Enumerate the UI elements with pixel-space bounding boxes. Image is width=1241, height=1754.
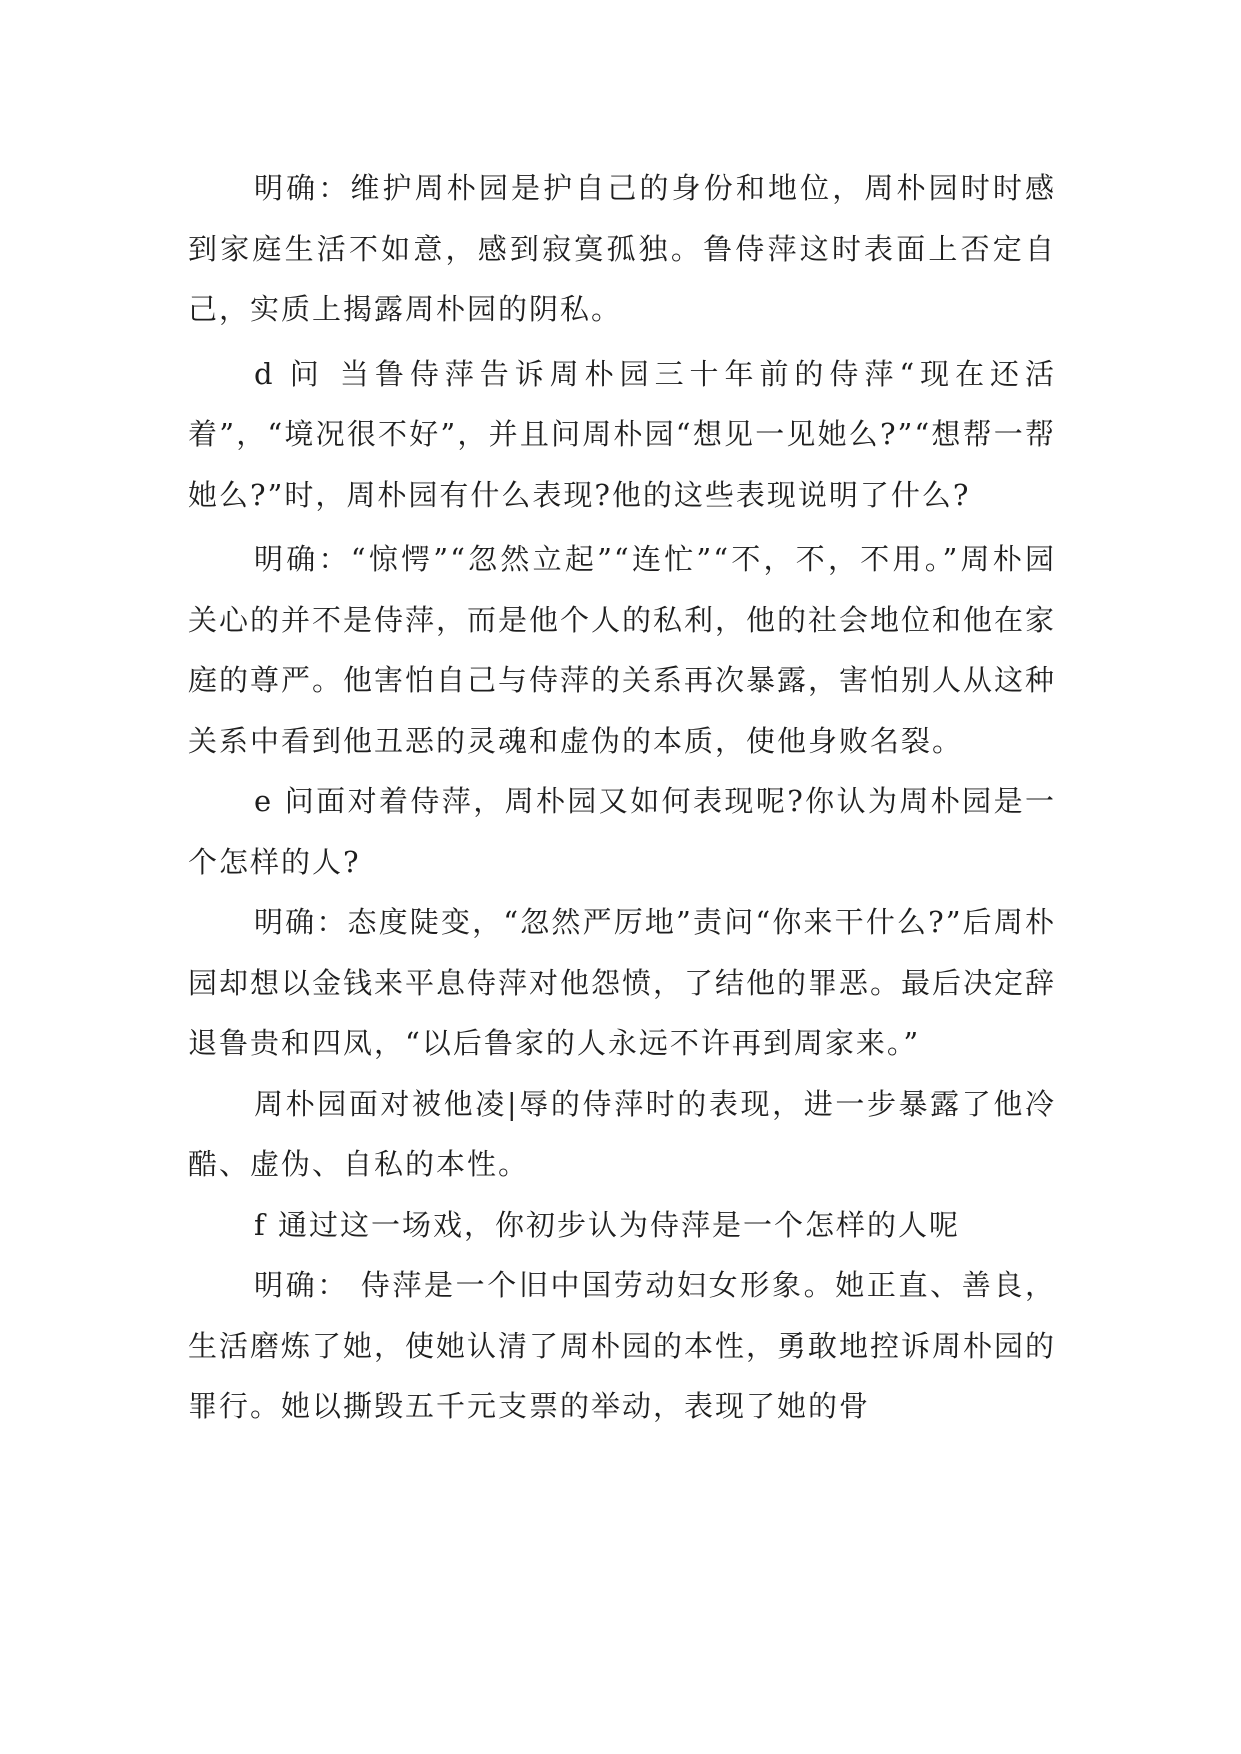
document-page	[188, 158, 1056, 1437]
paragraph-4: e 问面对着侍萍，周朴园又如何表现呢?你认为周朴园是一个怎样的人?	[188, 784, 1056, 879]
paragraph-8: 明确： 侍萍是一个旧中国劳动妇女形象。她正直、善良，生活磨炼了她，使她认清了周朴园的本性，勇敢地控诉周朴园的罪行。她以撕毁五千元支票的举动，表现了她的骨	[188, 1268, 1057, 1423]
paragraph-7: f 通过这一场戏，你初步认为侍萍是一个怎样的人呢	[254, 1207, 960, 1242]
paragraph-3: 明确：“惊愕”“忽然立起”“连忙”“不，不，不用。”周朴园关心的并不是侍萍，而是他个人的私利，他的社会地位和他在家庭的尊严。他害怕自己与侍萍的关系再次暴露，害怕别人从这种关系中看到他丑恶的灵魂和虚伪的本质，使他身败名裂。	[188, 542, 1057, 758]
paragraph-1: 明确：维护周朴园是护自己的身份和地位，周朴园时时感到家庭生活不如意，感到寂寞孤独。鲁侍萍这时表面上否定自己，实质上揭露周朴园的阴私。	[188, 171, 1056, 326]
paragraph-5: 明确：态度陡变，“忽然严厉地”责问“你来干什么?”后周朴园却想以金钱来平息侍萍对他怨愤，了结他的罪恶。最后决定辞退鲁贵和四凤，“以后鲁家的人永远不许再到周家来。”	[188, 905, 1057, 1060]
paragraph-2: d 问 当鲁侍萍告诉周朴园三十年前的侍萍“现在还活着”，“境况很不好”，并且问周朴园“想见一见她么?”“想帮一帮她么?”时，周朴园有什么表现?他的这些表现说明了什么?	[188, 356, 1056, 512]
paragraph-6: 周朴园面对被他凌|辱的侍萍时的表现，进一步暴露了他冷酷、虚伪、自私的本性。	[188, 1086, 1056, 1181]
